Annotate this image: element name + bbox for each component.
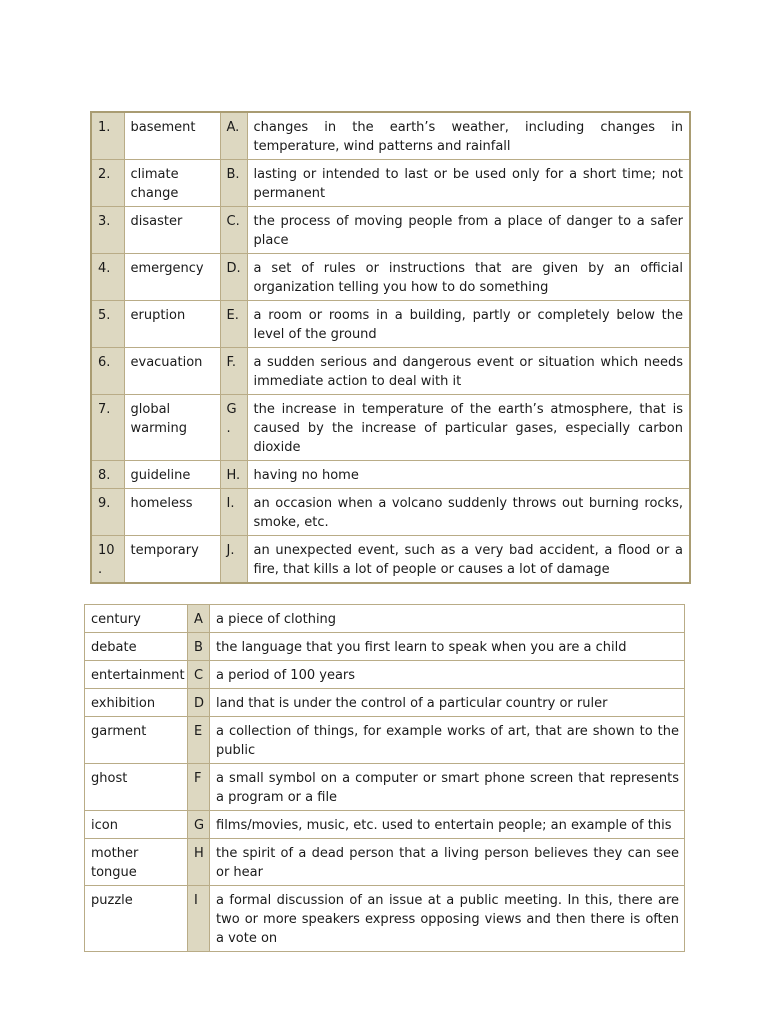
- item-number: 7.: [91, 395, 124, 461]
- definition-letter: B: [188, 633, 210, 661]
- table-row: [85, 605, 685, 633]
- table-row: [85, 689, 685, 717]
- definition-text: a small symbol on a computer or smart phone screen that represents a program or a file: [210, 764, 685, 811]
- definition-letter: H: [188, 839, 210, 886]
- definition-letter: D: [188, 689, 210, 717]
- definition-letter: I.: [220, 489, 247, 536]
- definition-text: a set of rules or instructions that are given by an official organization telling you how to do something: [247, 254, 690, 301]
- definition-letter: F: [188, 764, 210, 811]
- definition-letter: C.: [220, 207, 247, 254]
- table-row: [85, 633, 685, 661]
- definition-text: a formal discussion of an issue at a public meeting. In this, there are two or more speakers express opposing views and then there is often a vote on: [210, 886, 685, 952]
- table-row: [91, 112, 690, 160]
- definition-text: the spirit of a dead person that a living person believes they can see or hear: [210, 839, 685, 886]
- vocab-word: exhibition: [85, 689, 188, 717]
- vocab-word: eruption: [124, 301, 220, 348]
- definition-letter: F.: [220, 348, 247, 395]
- definition-text: films/movies, music, etc. used to entertain people; an example of this: [210, 811, 685, 839]
- definition-letter: G .: [220, 395, 247, 461]
- definition-text: a collection of things, for example works of art, that are shown to the public: [210, 717, 685, 764]
- item-number: 5.: [91, 301, 124, 348]
- vocabulary-matching-table-2: [84, 604, 685, 952]
- table-row: [91, 254, 690, 301]
- table-row: [85, 886, 685, 952]
- vocab-word: global warming: [124, 395, 220, 461]
- vocab-word: emergency: [124, 254, 220, 301]
- vocab-word: mother tongue: [85, 839, 188, 886]
- definition-text: a room or rooms in a building, partly or completely below the level of the ground: [247, 301, 690, 348]
- item-number: 6.: [91, 348, 124, 395]
- vocab-word: basement: [124, 112, 220, 160]
- definition-letter: E: [188, 717, 210, 764]
- table-row: [91, 489, 690, 536]
- table-row: [91, 160, 690, 207]
- item-number: 1.: [91, 112, 124, 160]
- table-row: [85, 717, 685, 764]
- definition-text: an unexpected event, such as a very bad accident, a flood or a fire, that kills a lot of people or causes a lot of damage: [247, 536, 690, 584]
- vocab-word: evacuation: [124, 348, 220, 395]
- table-row: [91, 461, 690, 489]
- definition-text: a piece of clothing: [210, 605, 685, 633]
- definition-text: an occasion when a volcano suddenly throws out burning rocks, smoke, etc.: [247, 489, 690, 536]
- table-row: [85, 764, 685, 811]
- vocab-word: ghost: [85, 764, 188, 811]
- definition-letter: B.: [220, 160, 247, 207]
- table-row: [85, 811, 685, 839]
- definition-letter: E.: [220, 301, 247, 348]
- table-row: [91, 301, 690, 348]
- item-number: 10 .: [91, 536, 124, 584]
- table-row: [91, 395, 690, 461]
- vocab-word: climate change: [124, 160, 220, 207]
- item-number: 2.: [91, 160, 124, 207]
- definition-letter: A: [188, 605, 210, 633]
- item-number: 8.: [91, 461, 124, 489]
- vocab-word: guideline: [124, 461, 220, 489]
- vocab-word: disaster: [124, 207, 220, 254]
- definition-text: changes in the earth’s weather, including changes in temperature, wind patterns and rainfall: [247, 112, 690, 160]
- definition-letter: J.: [220, 536, 247, 584]
- definition-letter: I: [188, 886, 210, 952]
- definition-text: a period of 100 years: [210, 661, 685, 689]
- vocabulary-matching-table-1: [90, 111, 691, 584]
- vocab-word: icon: [85, 811, 188, 839]
- definition-text: lasting or intended to last or be used only for a short time; not permanent: [247, 160, 690, 207]
- vocab-word: puzzle: [85, 886, 188, 952]
- definition-letter: C: [188, 661, 210, 689]
- table-row: [85, 661, 685, 689]
- definition-text: having no home: [247, 461, 690, 489]
- table-row: [91, 348, 690, 395]
- item-number: 9.: [91, 489, 124, 536]
- definition-text: the language that you first learn to speak when you are a child: [210, 633, 685, 661]
- table-row: [91, 536, 690, 584]
- definition-text: a sudden serious and dangerous event or situation which needs immediate action to deal with it: [247, 348, 690, 395]
- table-row: [85, 839, 685, 886]
- vocab-word: century: [85, 605, 188, 633]
- definition-letter: D.: [220, 254, 247, 301]
- item-number: 3.: [91, 207, 124, 254]
- vocab-word: garment: [85, 717, 188, 764]
- vocab-word: entertainment: [85, 661, 188, 689]
- definition-letter: A.: [220, 112, 247, 160]
- vocab-word: debate: [85, 633, 188, 661]
- vocab-word: temporary: [124, 536, 220, 584]
- definition-letter: H.: [220, 461, 247, 489]
- vocab-word: homeless: [124, 489, 220, 536]
- item-number: 4.: [91, 254, 124, 301]
- definition-letter: G: [188, 811, 210, 839]
- table-row: [91, 207, 690, 254]
- definition-text: the increase in temperature of the earth’s atmosphere, that is caused by the increase of particular gases, especially carbon dioxide: [247, 395, 690, 461]
- definition-text: land that is under the control of a particular country or ruler: [210, 689, 685, 717]
- definition-text: the process of moving people from a place of danger to a safer place: [247, 207, 690, 254]
